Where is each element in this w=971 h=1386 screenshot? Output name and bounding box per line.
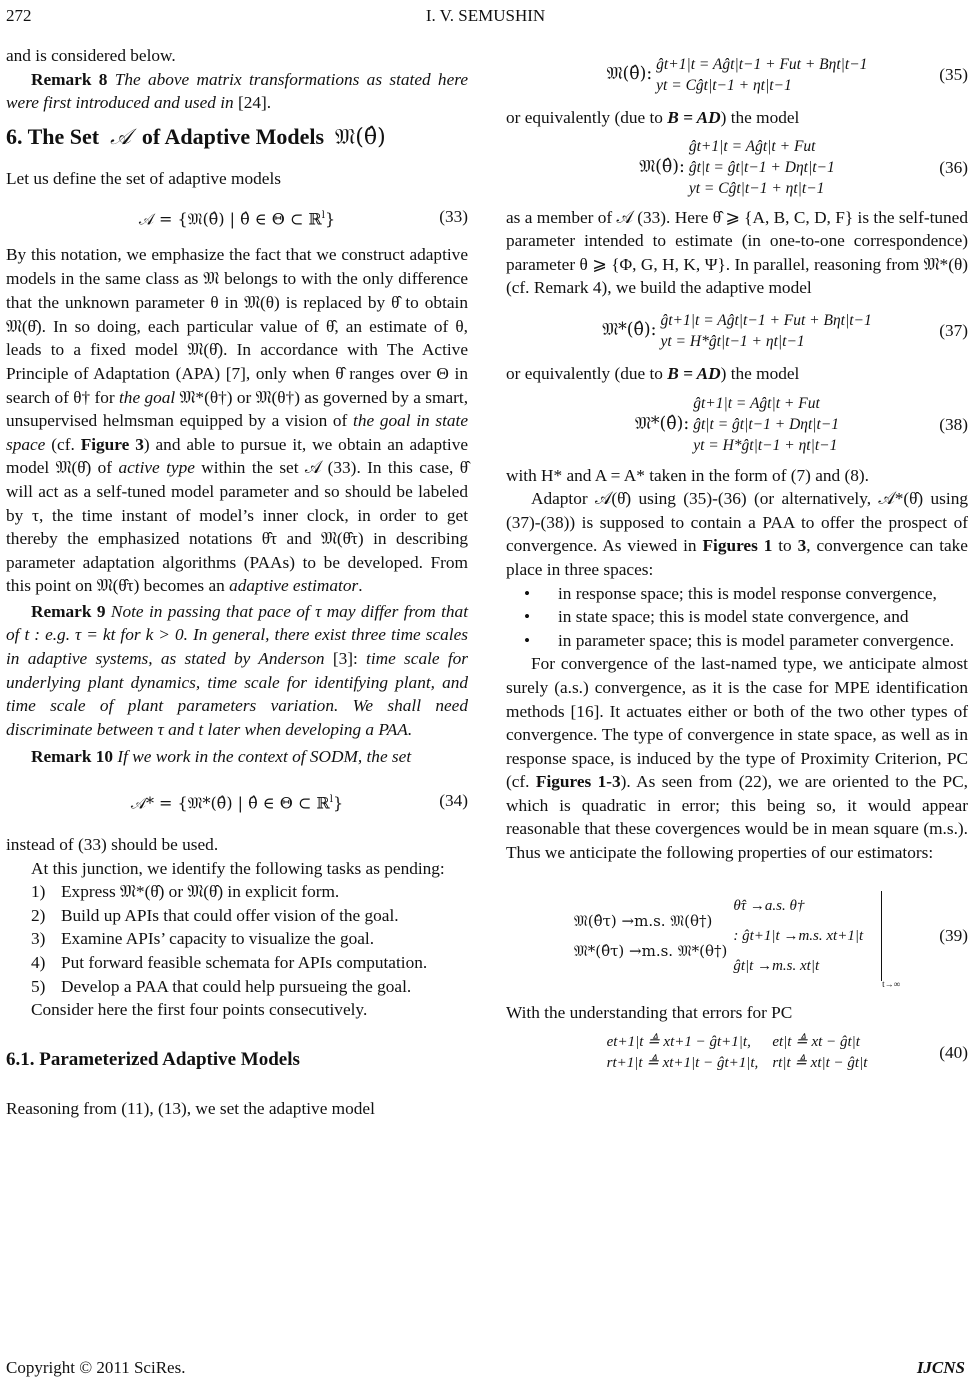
paragraph-equivalently-1: or equivalently (due to B = AD) the model [506,108,800,127]
paragraph-member: as a member of 𝒜 (33). Here θ̂ ⩾ {A, B, C, D, F} is the self-tuned parameter intended to estimate (in one-to-one correspondence) parameter θ ⩾ {Φ, G, H, K, Ψ}. In parallel, reasoning from 𝔐*(θ) (cf. Remark 4), we build the adaptive model [506,207,968,298]
equation-35: 𝔐(θ̂): ĝt+1|t = Aĝt|t−1 + Fut + Bηt|t−1 yt = Cĝt|t−1 + ηt|t−1 (35) [606,56,968,94]
equation-33 [6,191,468,243]
equation-38: 𝔐*(θ̂): ĝt+1|t = Aĝt|t + Fut ĝt|t = ĝt|t−1 + Dηt|t−1 yt = H*ĝt|t−1 + ηt|t−1 (38) [634,395,968,455]
remark-10: Remark 10 If we work in the context of SODM, the set [31,747,412,767]
paragraph-notation: By this notation, we emphasize the fact that we construct adaptive models in the same class as 𝔐 belongs to with the only difference that the unknown parameter θ in 𝔐(θ) is replaced by θ̂ to obtain 𝔐(θ̂). In so doing, each particular value of θ̂, an estimate of θ, leads to a fixed model 𝔐(θ̂). In accordance with The Active Principle of Adaptation (APA) [7], only when θ̂ ranges over Θ in search of θ† for the goal 𝔐*(θ†) or 𝔐(θ†) as governed by a smart, unsupervised helmsman equipped by a vision of the goal in state space (cf. Figure 3) and able to pursue it, we obtain an adaptive model 𝔐(θ̂) of active type within the set 𝒜 (33). In this case, θ̂ will act as a self-tuned model parameter and so should be labeled by τ, the time instant of model’s inner clock, in order to get thereby the emphasized notations θ̂τ and 𝔐(θ̂τ) in describing parameter adaptation algorithms (PAAs) to be developed. From this point on 𝔐(θ̂τ) becomes an adaptive estimator. [6,244,469,596]
remark-8-label: Remark 8 [31,69,108,89]
paragraph-convergence: For convergence of the last-named type, we anticipate almost surely (a.s.) convergence, as it is the case for MPE identification methods [16]. It actuates either or both of the two other types of convergence. The type of convergence in state space, as well as in response space, is induced by the type of Proximity Criterion, PC (cf. Figures 1-3). As seen from (22), we are oriented to the PC, which is quadratic in error; this being so, it would appear reasonable that these covergences would be in mean square (m.s.). Thus we anticipate the following properties of our estimators: [506,654,968,863]
bullet-item: • in response space; this is model response convergence, [524,583,937,603]
equation-34-body: 𝒜* = {𝔐*(θ̂) | θ̂ ∈ Θ ⊂ ℝ$^l$} [130,792,344,812]
equation-34 [6,769,468,833]
paragraph-with: with H* and A = A* taken in the form of (7) and (8). [506,465,869,485]
equation-39: 𝔐(θ̂τ) →m.s. 𝔐(θ†) 𝔐*(θ̂τ) →m.s. 𝔐*(θ†) θ̂τ →a.s. θ† : ĝt+1|t →m.s. xt+1|t ĝt|t →m.s. xt|t t→∞ (39) [506,871,968,1001]
task-item: 1) Express 𝔐*(θ̂) or 𝔐(θ̂) in explicit form. [31,882,340,902]
remark-8-text: The above matrix transformations as stated here were first introduced and used in [6,69,468,113]
section-6-heading [6,125,468,150]
paragraph-define: Let us define the set of adaptive models [6,169,281,189]
bullet-item: • in parameter space; this is model parameter convergence. [524,630,955,650]
figure-3-ref: Figure 3 [80,434,144,454]
paragraph-equivalently-2: or equivalently (due to B = AD) the model [506,363,800,383]
paragraph-instead: instead of (33) should be used. [6,835,219,855]
task-item: 2) Build up APIs that could offer vision of the goal. [31,905,399,925]
paragraph-reasoning: Reasoning from (11), (13), we set the adaptive model [6,1099,375,1119]
equation-37: 𝔐*(θ̂): ĝt+1|t = Aĝt|t−1 + Fut + Bηt|t−1 yt = H*ĝt|t−1 + ηt|t−1 (37) [602,311,968,350]
task-list [6,880,468,998]
remark-8 [6,68,468,115]
right-column [506,44,968,1082]
section-6-set-symbol: 𝒜 [110,124,131,150]
remark-8-ref: [24]. [238,93,272,113]
paragraph-consider: Consider here the first four points consecutively. [31,1000,368,1020]
page-number: 272 [6,6,32,25]
equation-39-limits: θ̂τ →a.s. θ† : ĝt+1|t →m.s. xt+1|t ĝt|t →m.s. xt|t [733,891,882,981]
task-item: 5) Develop a PAA that could help pursueing the goal. [31,976,412,996]
section-6-number: 6. The Set [6,123,100,149]
paragraph-adaptor: Adaptor 𝒜(θ̂) using (35)-(36) (or alternatively, 𝒜*(θ̂) using (37)-(38)) is supposed to contain a PAA to offer the prospect of convergence. As viewed in Figures 1 to 3, convergence can take place in three spaces: [506,489,968,579]
copyright: Copyright © 2011 SciRes. [6,1358,186,1377]
convergence-list [506,582,968,653]
bullet-item: • in state space; this is model state convergence, and [524,607,909,627]
equation-33-body: 𝒜 = {𝔐(θ̂) | θ̂ ∈ Θ ⊂ ℝ$^l$} [138,208,336,228]
running-title: I. V. SEMUSHIN [425,6,546,25]
equation-33-number: (33) [439,207,468,227]
left-column [6,44,468,1121]
paragraph-continued: and is considered below. [6,46,176,65]
paragraph-junction: At this junction, we identify the following tasks as pending: [31,858,445,878]
section-6-model-symbol: 𝔐(θ̂) [335,124,386,150]
equation-39-models: 𝔐(θ̂τ) →m.s. 𝔐(θ†) 𝔐*(θ̂τ) →m.s. 𝔐*(θ†) [573,911,728,960]
equation-36: 𝔐(θ̂): ĝt+1|t = Aĝt|t + Fut ĝt|t = ĝt|t−1 + Dηt|t−1 yt = Cĝt|t−1 + ηt|t−1 (36) [639,138,968,198]
paragraph-understanding: With the understanding that errors for PC [506,1002,793,1022]
equation-40: et+1|t ≜ xt+1 − ĝt+1|t, rt+1|t ≜ xt+1|t − ĝt+1|t, et|t ≜ xt − ĝt|t rt|t ≜ xt|t − ĝt|t (40) [606,1034,968,1072]
section-6-title: of Adaptive Models [141,123,325,149]
section-6-1-heading: 6.1. Parameterized Adaptive Models [6,1048,300,1070]
task-item: 4) Put forward feasible schemata for APIs computation. [31,953,428,972]
task-item: 3) Examine APIs’ capacity to visualize the goal. [31,929,375,949]
equation-34-number: (34) [439,791,468,811]
journal-name: IJCNS [916,1358,965,1377]
equation-39-limit: t→∞ [882,979,901,990]
remark-9: Remark 9 Note in passing that pace of τ may differ from that of t : e.g. τ = kt for k > 0. In general, there exist three time scales in adaptive systems, as stated by Anderson [3]: time scale for underlying plant dynamics, time scale for identifying plant, and time scale of plant parameters variation. We shall need discriminate between τ and t later when developing a PAA. [6,601,469,739]
